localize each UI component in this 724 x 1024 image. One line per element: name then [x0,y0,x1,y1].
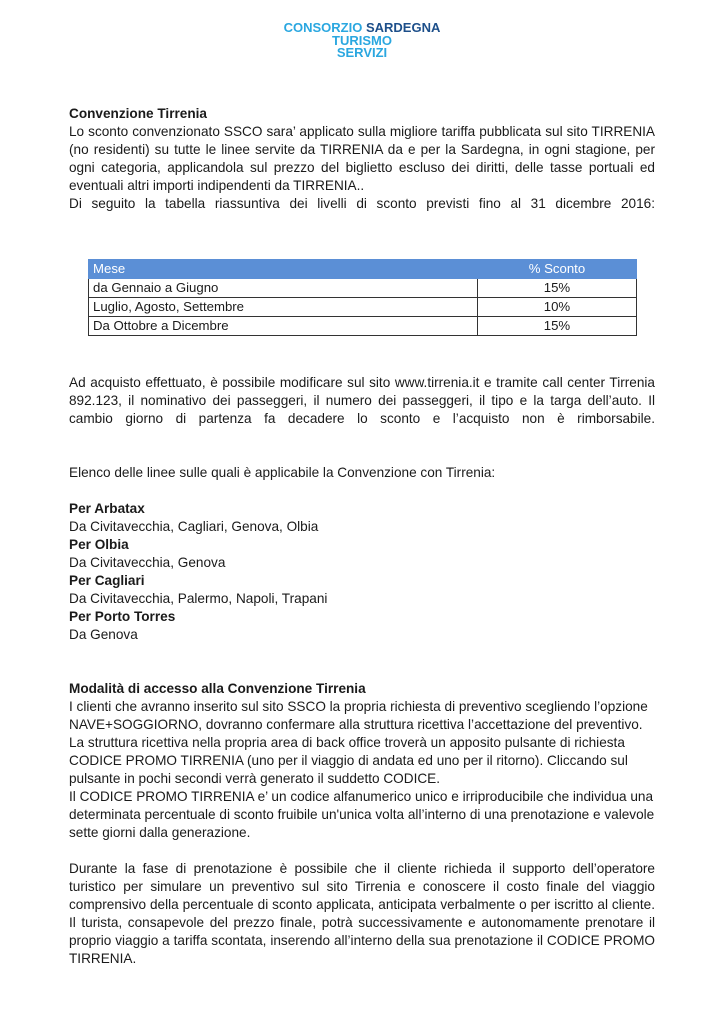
lines-intro: Elenco delle linee sulle quali è applicabile la Convenzione con Tirrenia: [69,465,496,480]
route-origins: Da Civitavecchia, Genova [69,555,226,570]
spacer [69,644,655,680]
table-cell-discount: 15% [477,317,636,336]
paragraph-purchase-note: Ad acquisto effettuato, è possibile modificare sul sito www.tirrenia.it e tramite call center Tirrenia 892.123, il nominativo dei passeggeri, il numero dei passeggeri, il tipo e la targa dell’auto. Il cambio giorno di partenza fa decadere lo sconto e l’acquisto non è rimborsabile. [69,375,655,426]
route-destination: Per Cagliari [69,573,145,588]
table-cell-month: da Gennaio a Giugno [89,279,478,298]
table-cell-month: Luglio, Agosto, Settembre [89,298,478,317]
table-cell-discount: 15% [477,279,636,298]
spacer [69,482,655,500]
logo-line-2: TURISMO [332,32,392,48]
table-cell-discount: 10% [477,298,636,317]
table-header-mese: Mese [89,260,478,279]
paragraph-discount-intro: Lo sconto convenzionato SSCO sara’ applicato sulla migliore tariffa pubblicata sul sito TIRRENIA (no residenti) su tutte le linee servite da TIRRENIA da e per la Sardegna, in ogni stagione, per ogni categoria, applicandola sul prezzo del biglietto escluso dei diritti, delle tasse portuali ed eventuali altri importi indipendenti da TIRRENIA.. [69,124,655,193]
route-origins: Da Genova [69,627,138,642]
logo-word-consorzio: CONSORZIO [283,20,363,35]
paragraph-access-3: Il CODICE PROMO TIRRENIA e’ un codice alfanumerico unico e irriproducibile che individua una determinata percentuale di sconto fruibile un'unica volta all’interno di una prenotazione e valevole sette giorni dalla generazione. [69,789,655,840]
route-origins: Da Civitavecchia, Cagliari, Genova, Olbia [69,519,319,534]
section-title-modalita: Modalità di accesso alla Convenzione Tirrenia [69,681,366,696]
discount-table [88,259,637,336]
table-header-row [89,260,637,279]
logo-word-sardegna: SARDEGNA [365,20,441,35]
logo-line-3: SERVIZI [336,45,388,60]
table-cell-month: Da Ottobre a Dicembre [89,317,478,336]
route-origins: Da Civitavecchia, Palermo, Napoli, Trapani [69,591,328,606]
route-destination: Per Porto Torres [69,609,176,624]
document-body [69,105,655,968]
spacer [69,842,655,860]
spacer [69,336,655,374]
route-destination: Per Olbia [69,537,129,552]
logo [0,22,724,60]
table-row [89,298,637,317]
spacer [69,428,655,464]
table-row [89,279,637,298]
table-header-sconto: % Sconto [477,260,636,279]
section-title-convenzione: Convenzione Tirrenia [69,106,207,121]
paragraph-access-2: La struttura ricettiva nella propria area di back office troverà un apposito pulsante di richiesta CODICE PROMO TIRRENIA (uno per il viaggio di andata ed uno per il ritorno). Cliccando sul pulsante in pochi secondi verrà generato il suddetto CODICE. [69,735,628,786]
route-destination: Per Arbatax [69,501,145,516]
routes-list [69,500,655,644]
paragraph-table-intro: Di seguito la tabella riassuntiva dei livelli di sconto previsti fino al 31 dicembre 2016: [69,196,655,211]
paragraph-access-1: I clienti che avranno inserito sul sito SSCO la propria richiesta di preventivo scegliendo l’opzione NAVE+SOGGIORNO, dovranno confermare alla struttura ricettiva l’accettazione del preventivo. [69,699,648,732]
table-row [89,317,637,336]
paragraph-access-4: Durante la fase di prenotazione è possibile che il cliente richieda il supporto dell’operatore turistico per simulare un preventivo sul sito Tirrenia e conoscere il costo finale del viaggio comprensivo della percentuale di sconto applicata, anticipata verbalmente o per iscritto al cliente. Il turista, consapevole del prezzo finale, potrà successivamente e autonomamente prenotare il proprio viaggio a tariffa scontata, inserendo all’interno della sua prenotazione il CODICE PROMO TIRRENIA. [69,861,655,966]
